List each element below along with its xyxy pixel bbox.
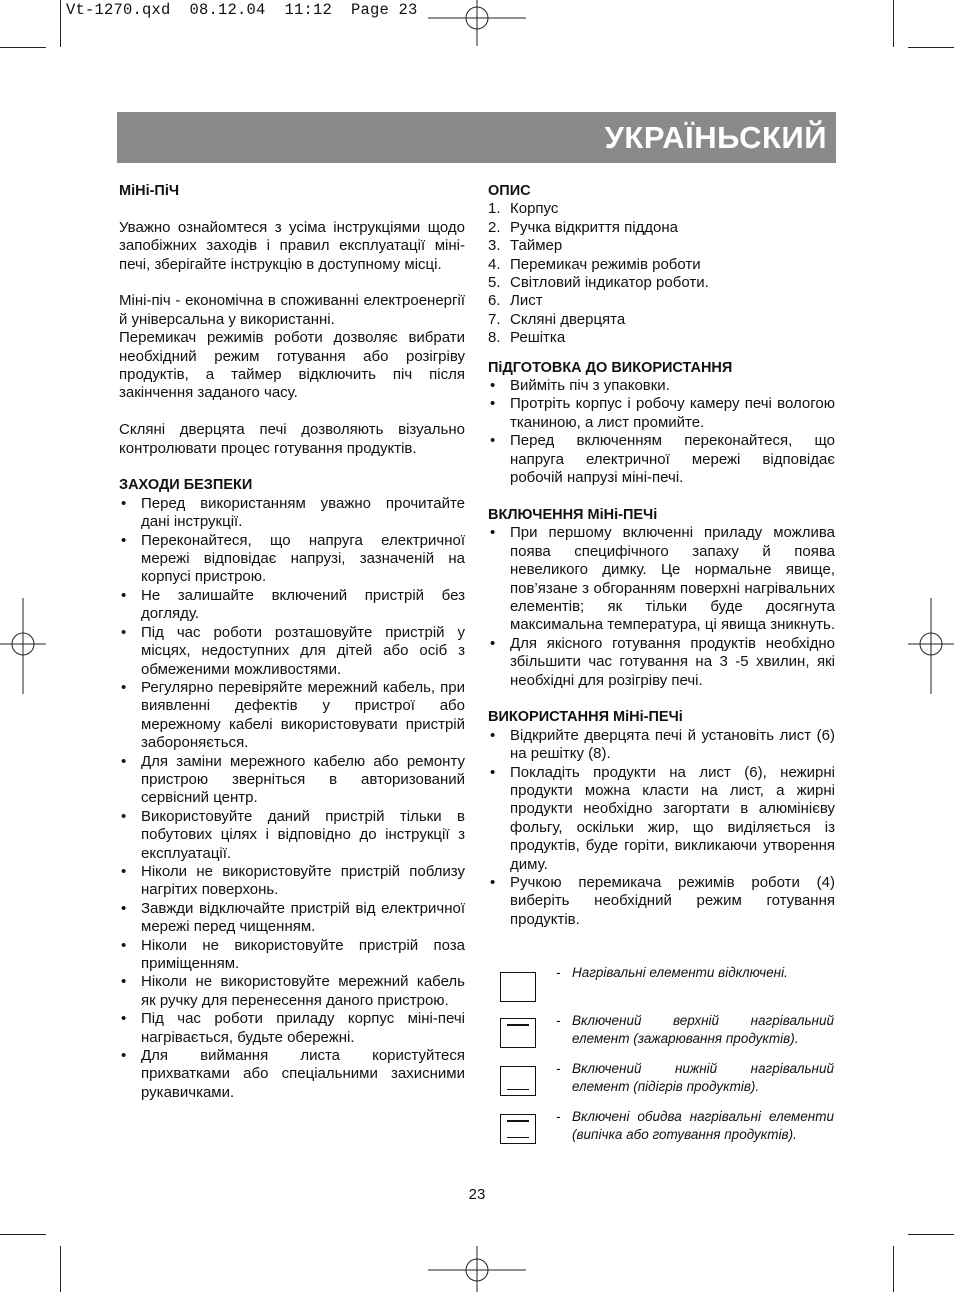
bullet: • [490,874,496,891]
list-item: • Не залишайте включений пристрій без догляду. [121,586,465,623]
bullet: • [490,377,496,395]
bullet: • [490,726,496,744]
list-item: • Протріть корпус і робочу камеру печі вологою тканиною, а лист промийте. [490,395,835,431]
bullet: • [490,763,496,781]
list-item: • Використовуйте даний пристрій тільки в побутових цілях і відповідно до інструкції з експлуатації. [121,807,465,862]
heating-mode-item [500,1012,836,1060]
parts-list [488,200,835,347]
language-banner [117,112,836,163]
crop-mark [0,1234,46,1235]
list-item: 3. Таймер [488,237,563,255]
registration-mark-left [0,598,46,694]
list-item: • Для виймання листа користуйтеся прихватками або спеціальними захисними рукавичками. [121,1047,465,1101]
crop-mark [908,1234,954,1235]
dash: - [556,1013,561,1028]
list-item: • Завжди відключайте пристрій від електричної мережі перед чищенням. [121,899,465,936]
section-heading-usage: ВИКОРИСТАННЯ МіНі-ПЕЧі [488,709,683,726]
safety-list [119,495,465,1102]
bullet: • [121,586,127,604]
dash: - [556,1109,561,1124]
section-heading-switching-on: ВКЛЮЧЕННЯ МіНі-ПЕЧі [488,506,658,523]
both-heaters-icon [500,1114,536,1144]
bullet: • [121,752,127,770]
section-heading-preparation: ПіДГОТОВКА ДО ВИКОРИСТАННЯ [488,359,733,376]
list-item: 8. Решітка [488,329,566,347]
bottom-heater-icon [500,1066,536,1096]
list-item: • Ніколи не використовуйте пристрій поза приміщенням. [121,936,465,972]
list-item: • Перед включенням переконайтеся, що напруга електричної мережі відповідає робочій напрузі міні-печі. [490,432,835,487]
dash: - [556,1061,561,1076]
bullet: • [490,395,496,413]
list-item: • Ніколи не використовуйте мережний кабель як ручку для перенесення даного пристрою. [121,973,465,1009]
paragraph: Міні-піч - економічна в споживанні електроенергії й універсальна у використанні. [119,292,465,328]
heating-mode-text: Нагрівальні елементи відключені. [572,965,788,980]
bullet: • [121,1047,127,1065]
list-item: • Під час роботи приладу корпус міні-печі нагрівається, будьте обережні. [121,1010,465,1046]
list-item: 1. Корпус [488,200,559,218]
registration-mark-top [428,0,526,46]
switching-on-list [488,524,835,690]
bullet: • [490,524,496,542]
heating-mode-item [500,1108,836,1156]
preparation-list [488,377,835,487]
crop-mark [60,0,61,47]
section-heading-safety: ЗАХОДИ БЕЗПЕКИ [119,477,253,494]
list-item: • Вийміть піч з упаковки. [490,377,670,395]
bullet: • [121,494,127,512]
registration-mark-right [908,598,954,694]
bullet: • [121,862,127,880]
heating-modes [500,964,836,1156]
top-heater-icon [500,1018,536,1048]
file-slug: Vt-1270.qxd 08.12.04 11:12 Page 23 [66,1,418,19]
list-item: • Ручкою перемикача режимів роботи (4) виберіть необхідний режим готування продуктів. [490,874,835,928]
list-item: 5. Світловий індикатор роботи. [488,274,709,292]
list-item: • Покладіть продукти на лист (6), нежирні продукти можна класти на лист, а жирні продукти необхідно загортати в алюмінієву фольгу, оскільки жир, що виділяється із продуктів, буде горіти, викликаючи утворення диму. [490,763,835,873]
list-item: • Для заміни мережного кабелю або ремонту пристрою зверніться в авторизований сервісний центр. [121,752,465,807]
list-item: • Для якісного готування продуктів необхідно збільшити час готування на 3 -5 хвилин, які необхідні для розігріву печі. [490,634,835,689]
bullet: • [121,936,127,954]
heating-mode-text: Включені обидва нагрівальні елементи (випічка або готування продуктів). [572,1109,834,1142]
crop-mark [908,47,954,48]
crop-mark [60,1246,61,1292]
registration-mark-bottom [428,1246,526,1292]
heating-mode-text: Включений нижній нагрівальний елемент (підігрів продуктів). [572,1061,834,1094]
list-item: • Відкрийте дверцята печі й установіть лист (6) на решітку (8). [490,726,835,763]
usage-list [488,727,835,929]
bullet: • [121,899,127,917]
bullet: • [121,623,127,641]
list-item: 2. Ручка відкриття піддона [488,218,679,236]
list-item: • Під час роботи розташовуйте пристрій у місцях, недоступних для дітей або осіб з обмеженими можливостями. [121,623,465,678]
list-item: • Регулярно перевіряйте мережний кабель, при виявленні дефектів у пристрої або мережному кабелі використовувати пристрій забороняється. [121,678,465,752]
bullet: • [490,432,496,450]
crop-mark [893,1246,894,1292]
section-heading-mini-oven: МіНі-ПіЧ [119,183,180,199]
list-item: • Ніколи не використовуйте пристрій поблизу нагрітих поверхонь. [121,862,465,899]
list-item: • Переконайтеся, що напруга електричної мережі відповідає напрузі, зазначеній на корпусі пристрою. [121,531,465,586]
bullet: • [121,531,127,549]
right-column [488,182,835,929]
list-item: 4. Перемикач режимів роботи [488,255,701,273]
heating-mode-text: Включений верхній нагрівальний елемент (зажарювання продуктів). [572,1013,834,1046]
crop-mark [0,47,46,48]
heating-mode-item [500,964,836,1012]
heating-off-icon [500,972,536,1002]
language-title: УКРАЇНЬСКИЙ [604,120,827,155]
list-item: 6. Лист [488,292,543,310]
crop-mark [893,0,894,47]
paragraph: Скляні дверцята печі дозволяють візуально контролювати процес готування продуктів. [119,421,465,457]
bullet: • [121,973,127,991]
list-item: 7. Скляні дверцята [488,310,626,328]
dash: - [556,965,561,980]
page-number: 23 [468,1186,486,1203]
heating-mode-item [500,1060,836,1108]
bullet: • [490,634,496,652]
bullet: • [121,807,127,825]
paragraph: Перемикач режимів роботи дозволяє вибрати необхідний режим готування або розігріву продуктів, а таймер відключить піч після закінчення заданого часу. [119,329,465,402]
section-heading-description: ОПИС [488,183,531,199]
left-column [119,182,465,1102]
list-item: • При першому включенні приладу можлива поява специфічного запаху й поява невеликого димку. Це нормальне явище, пов’язане з обгоранням поверхні нагрівальних елементів; як тільки буде досягнута максимальна температура, ці явища зникнуть. [490,524,835,634]
list-item: • Перед використанням уважно прочитайте дані інструкції. [121,494,465,531]
intro-paragraph: Уважно ознайомтеся з усіма інструкціями щодо запобіжних заходів і правил експлуатації міні-печі, зберігайте інструкцію в доступному місці. [119,218,465,273]
bullet: • [121,678,127,696]
bullet: • [121,1010,127,1028]
